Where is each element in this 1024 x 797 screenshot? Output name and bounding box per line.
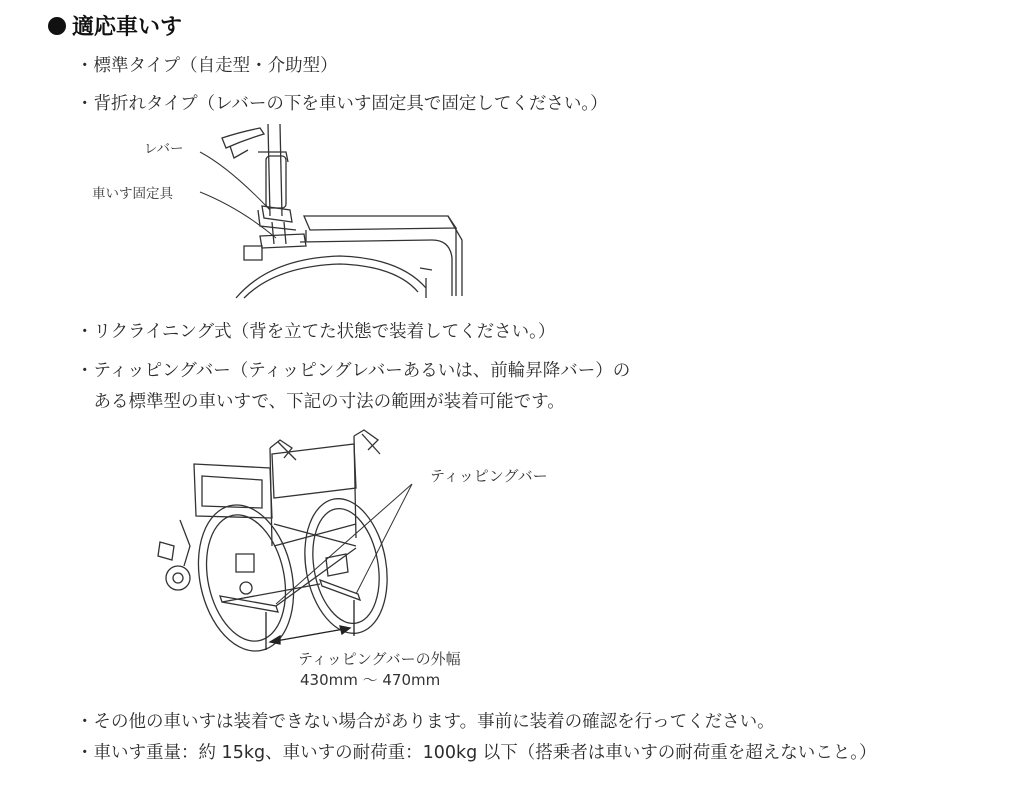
tipping-bar-label: ティッピングバー	[430, 467, 548, 485]
section-heading	[48, 10, 182, 41]
section-title: 適応車いす	[72, 15, 183, 40]
line-other-wheelchairs: ・その他の車いすは装着できない場合があります。事前に装着の確認を行ってください。	[76, 712, 775, 732]
line-standard-type: ・標準タイプ（自走型・介助型）	[76, 56, 338, 76]
tipping-bar-width-label: ティッピングバーの外幅	[298, 650, 461, 668]
bullet-icon	[48, 17, 66, 35]
folding-back-wheelchair-illustration	[200, 118, 470, 300]
tipping-bar-width-range: 430mm ～ 470mm	[300, 671, 441, 689]
line-wheelchair-weight: ・車いす重量：約 15kg、車いすの耐荷重：100kg 以下（搭乗者は車いすの耐荷重を超えないこと。）	[76, 743, 877, 763]
line-reclining-type: ・リクライニング式（背を立てた状態で装着してください。）	[76, 322, 556, 342]
lever-label: レバー	[144, 141, 184, 157]
line-tipping-bar-1: ・ティッピングバー（ティッピングレバーあるいは、前輪昇降バー）の	[76, 361, 631, 381]
line-folding-back-type: ・背折れタイプ（レバーの下を車いす固定具で固定してください。）	[76, 94, 608, 114]
line-tipping-bar-2: ある標準型の車いすで、下記の寸法の範囲が装着可能です。	[76, 392, 565, 412]
clamp-label: 車いす固定具	[92, 186, 173, 202]
wheelchair-tipping-bar-illustration	[150, 428, 510, 658]
